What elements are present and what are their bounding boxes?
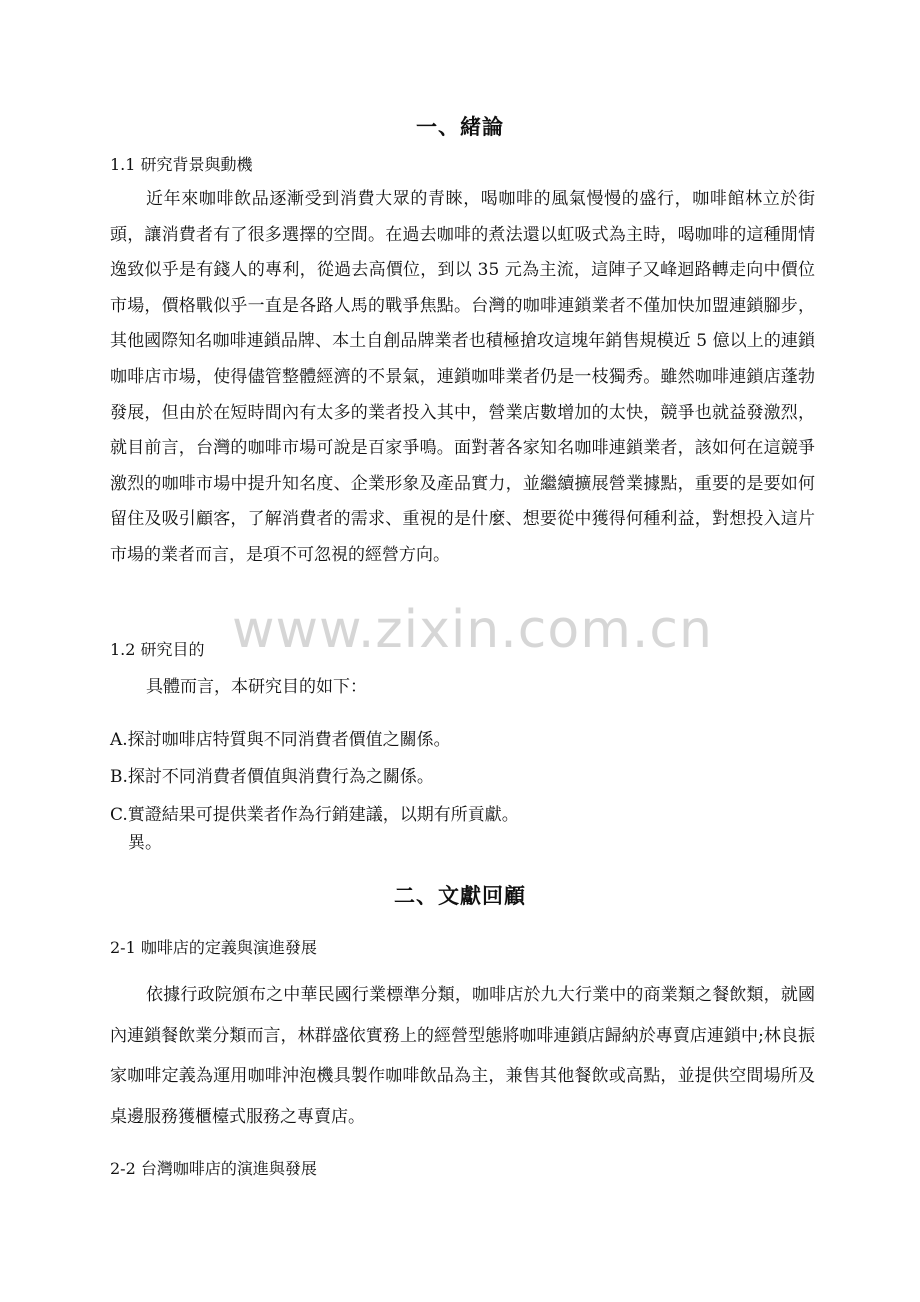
watermark: www.zixin.com.cn <box>232 600 713 660</box>
section-1-1-paragraph: 近年來咖啡飲品逐漸受到消費大眾的青睞，喝咖啡的風氣慢慢的盛行，咖啡館林立於街頭，讓消費者有了很多選擇的空間。在過去咖啡的煮法還以虹吸式為主時，喝咖啡的這種閒情逸致似乎是有錢人的專利，從過去高價位，到以 35 元為主流，這陣子又峰迴路轉走向中價位市場，價格戰似乎一直是各路人馬的戰爭焦點。台灣的咖啡連鎖業者不僅加快加盟連鎖腳步，其他國際知名咖啡連鎖品牌、本土自創品牌業者也積極搶攻這塊年銷售規模近 5 億以上的連鎖咖啡店市場，使得儘管整體經濟的不景氣，連鎖咖啡業者仍是一枝獨秀。雖然咖啡連鎖店蓬勃發展，但由於在短時間內有太多的業者投入其中，營業店數增加的太快，競爭也就益發激烈，就目前言，台灣的咖啡市場可說是百家爭鳴。面對著各家知名咖啡連鎖業者，該如何在這競爭激烈的咖啡市場中提升知名度、企業形象及產品實力，並繼續擴展營業據點，重要的是要如何留住及吸引顧客，了解消費者的需求、重視的是什麼、想要從中獲得何種利益，對想投入這片市場的業者而言，是項不可忽視的經營方向。 <box>110 189 815 565</box>
section-1-1-heading: 1.1 研究背景與動機 <box>110 155 253 174</box>
section-2-2-heading: 2-2 台灣咖啡店的演進與發展 <box>110 1159 317 1178</box>
chapter-2-title: 二、文獻回顧 <box>394 883 526 908</box>
objective-item-b: B.探討不同消費者價值與消費行為之關係。 <box>110 767 434 787</box>
section-1-2-heading: 1.2 研究目的 <box>110 640 205 659</box>
objective-item-a: A.探討咖啡店特質與不同消費者價值之關係。 <box>110 730 451 750</box>
stray-text: 異。 <box>128 833 162 853</box>
chapter-1-title: 一、緒論 <box>416 114 504 139</box>
section-1-2-intro: 具體而言，本研究目的如下： <box>146 677 367 697</box>
section-2-1-paragraph: 依據行政院頒布之中華民國行業標準分類，咖啡店於九大行業中的商業類之餐飲類，就國內連鎖餐飲業分類而言，林群盛依實務上的經營型態將咖啡連鎖店歸納於專賣店連鎖中;林良振家咖啡定義為運用咖啡沖泡機具製作咖啡飲品為主，兼售其他餐飲或高點，並提供空間場所及桌邊服務獲櫃檯式服務之專賣店。 <box>110 985 815 1127</box>
objective-item-c: C.實證結果可提供業者作為行銷建議，以期有所貢獻。 <box>110 805 519 825</box>
section-2-1-heading: 2-1 咖啡店的定義與演進發展 <box>110 938 317 957</box>
